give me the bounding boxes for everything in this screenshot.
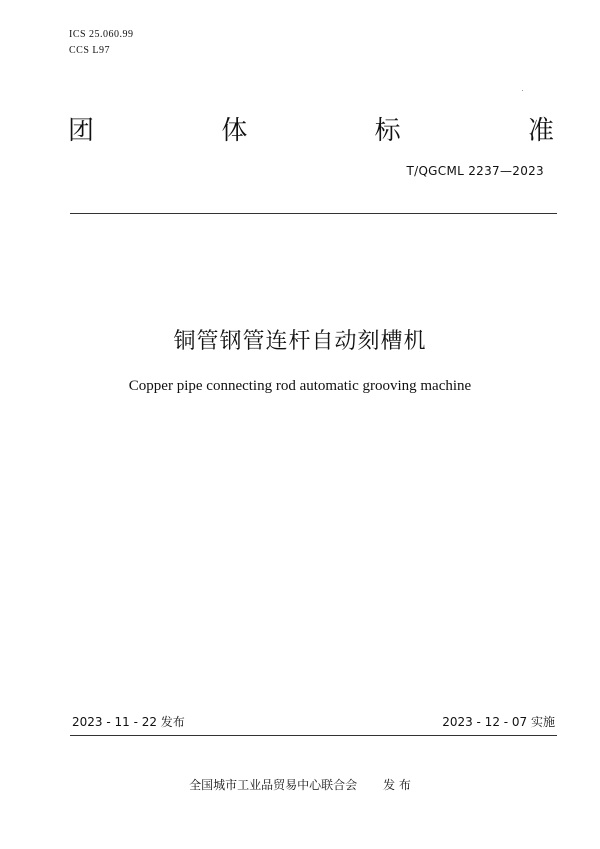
issuer-name: 全国城市工业品贸易中心联合会 — [189, 778, 358, 792]
heading-char-4: 准 — [527, 116, 554, 146]
title-chinese: 铜管钢管连杆自动刻槽机 — [173, 329, 427, 354]
heading-char-1: 团 — [68, 116, 95, 146]
heading-char-2: 体 — [221, 116, 248, 146]
standard-code: T/QGCML 2237—2023 — [406, 164, 544, 178]
issue-date: 2023 - 11 - 22 发布 — [72, 715, 185, 729]
issuer-action: 发 布 — [383, 778, 411, 792]
document-type-heading — [68, 114, 554, 148]
heading-char-3: 标 — [374, 116, 401, 146]
scan-speck — [522, 90, 523, 91]
ccs-code: CCS L97 — [69, 45, 111, 56]
issuer-line — [0, 777, 600, 793]
ics-code: ICS 25.060.99 — [69, 29, 134, 40]
bottom-divider — [70, 735, 557, 736]
top-divider — [70, 213, 557, 214]
implementation-date: 2023 - 12 - 07 实施 — [442, 715, 555, 729]
title-english: Copper pipe connecting rod automatic grooving machine — [128, 378, 472, 394]
